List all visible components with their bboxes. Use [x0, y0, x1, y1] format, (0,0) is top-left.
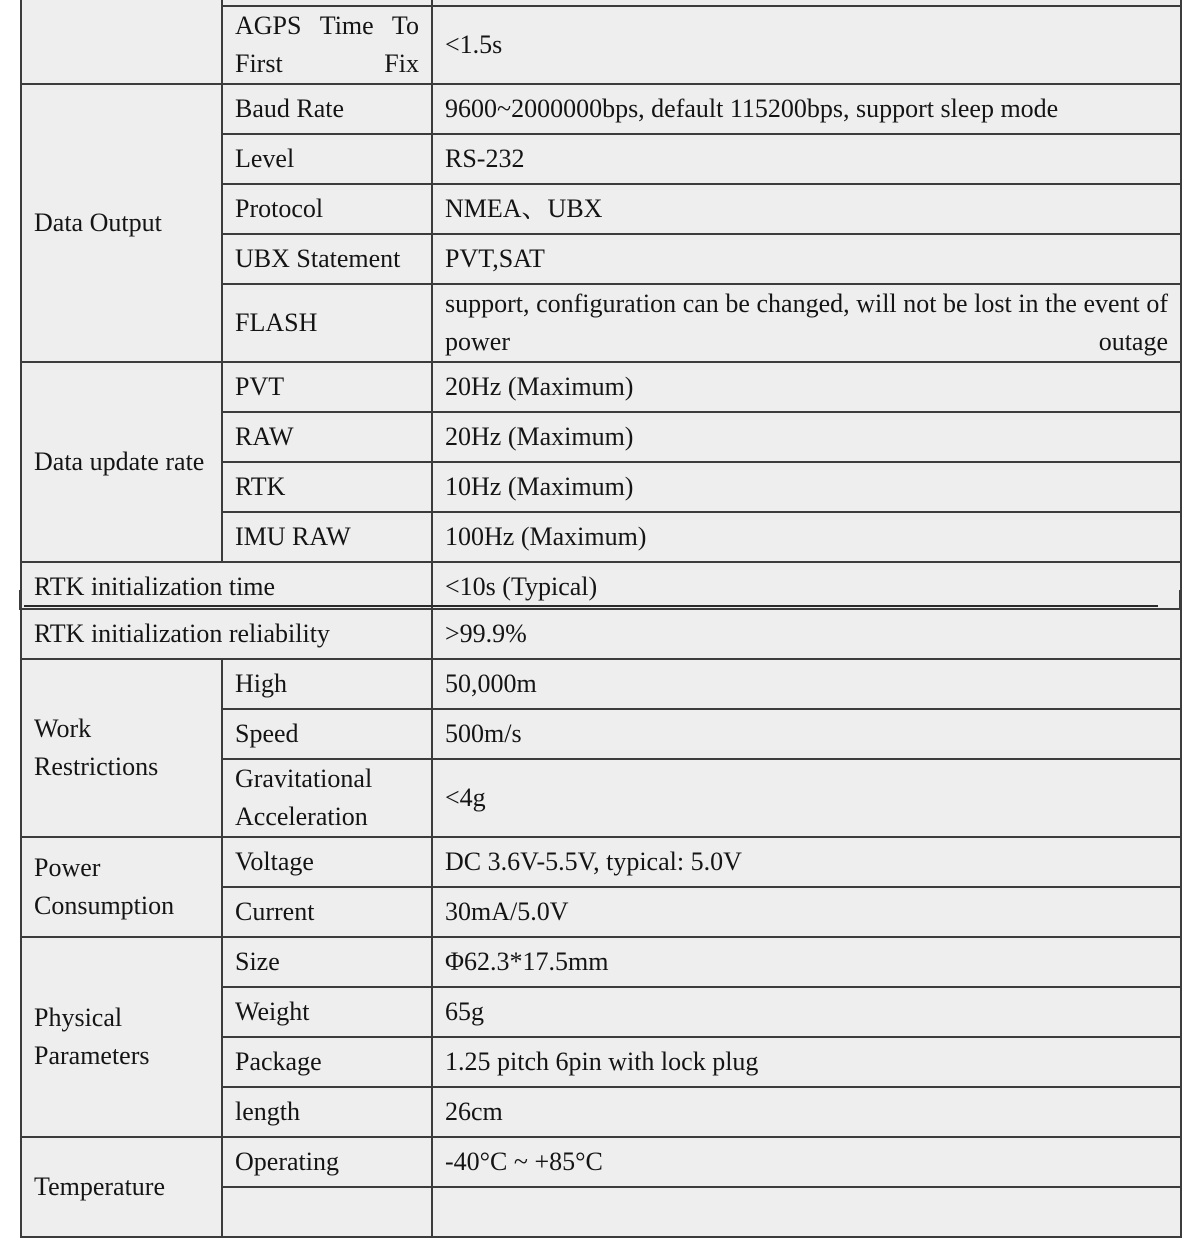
- value-rtk: 10Hz (Maximum): [432, 462, 1181, 512]
- param-speed: Speed: [222, 709, 432, 759]
- value-gravitational-acceleration: <4g: [432, 759, 1181, 837]
- table-row: [21, 659, 1181, 709]
- param-ubx-statement: UBX Statement: [222, 234, 432, 284]
- value-flash: support, configuration can be changed, will not be lost in the event of power outage: [432, 284, 1181, 362]
- param-cell: [222, 1187, 432, 1237]
- param-agps-ttff: AGPS Time To First Fix: [222, 6, 432, 84]
- param-weight: Weight: [222, 987, 432, 1037]
- value-raw: 20Hz (Maximum): [432, 412, 1181, 462]
- param-current: Current: [222, 887, 432, 937]
- param-pvt: PVT: [222, 362, 432, 412]
- category-work-restrictions: Work Restrictions: [21, 659, 222, 837]
- value-cell: [432, 1187, 1181, 1237]
- category-power-consumption: Power Consumption: [21, 837, 222, 937]
- table-row: [21, 937, 1181, 987]
- value-operating: -40°C ~ +85°C: [432, 1137, 1181, 1187]
- param-imu-raw: IMU RAW: [222, 512, 432, 562]
- param-flash: FLASH: [222, 284, 432, 362]
- value-high: 50,000m: [432, 659, 1181, 709]
- spec-table-top: [20, 0, 1182, 613]
- spec-table-bottom: [20, 608, 1182, 1238]
- value-pvt: 20Hz (Maximum): [432, 362, 1181, 412]
- param-rtk: RTK: [222, 462, 432, 512]
- value-voltage: DC 3.6V-5.5V, typical: 5.0V: [432, 837, 1181, 887]
- param-protocol: Protocol: [222, 184, 432, 234]
- param-rtk-init-time: RTK initialization time: [21, 562, 432, 612]
- param-package: Package: [222, 1037, 432, 1087]
- category-data-update-rate: Data update rate: [21, 362, 222, 562]
- category-acquisition: [21, 0, 222, 84]
- value-current: 30mA/5.0V: [432, 887, 1181, 937]
- table-row: [21, 84, 1181, 134]
- param-high: High: [222, 659, 432, 709]
- table-row: [21, 362, 1181, 412]
- category-data-output: Data Output: [21, 84, 222, 362]
- value-agps-ttff: <1.5s: [432, 6, 1181, 84]
- param-gravitational-acceleration: Gravitational Acceleration: [222, 759, 432, 837]
- param-rtk-init-reliability: RTK initialization reliability: [21, 609, 432, 659]
- value-size: Φ62.3*17.5mm: [432, 937, 1181, 987]
- param-size: Size: [222, 937, 432, 987]
- value-rtk-init-time: <10s (Typical): [432, 562, 1181, 612]
- value-ubx-statement: PVT,SAT: [432, 234, 1181, 284]
- value-protocol: NMEA、UBX: [432, 184, 1181, 234]
- param-length: length: [222, 1087, 432, 1137]
- value-length: 26cm: [432, 1087, 1181, 1137]
- value-package: 1.25 pitch 6pin with lock plug: [432, 1037, 1181, 1087]
- value-rtk-init-reliability: >99.9%: [432, 609, 1181, 659]
- table-border: [1179, 590, 1181, 610]
- param-level: Level: [222, 134, 432, 184]
- param-voltage: Voltage: [222, 837, 432, 887]
- page-break-rule: [24, 605, 1158, 607]
- category-temperature: Temperature: [21, 1137, 222, 1237]
- value-weight: 65g: [432, 987, 1181, 1037]
- value-level: RS-232: [432, 134, 1181, 184]
- value-imu-raw: 100Hz (Maximum): [432, 512, 1181, 562]
- table-row: [21, 1137, 1181, 1187]
- value-speed: 500m/s: [432, 709, 1181, 759]
- table-row: [21, 609, 1181, 659]
- param-baud-rate: Baud Rate: [222, 84, 432, 134]
- value-baud-rate: 9600~2000000bps, default 115200bps, support sleep mode: [432, 84, 1181, 134]
- table-row: [21, 837, 1181, 887]
- param-raw: RAW: [222, 412, 432, 462]
- category-physical-parameters: Physical Parameters: [21, 937, 222, 1137]
- param-operating: Operating: [222, 1137, 432, 1187]
- table-border: [19, 590, 21, 610]
